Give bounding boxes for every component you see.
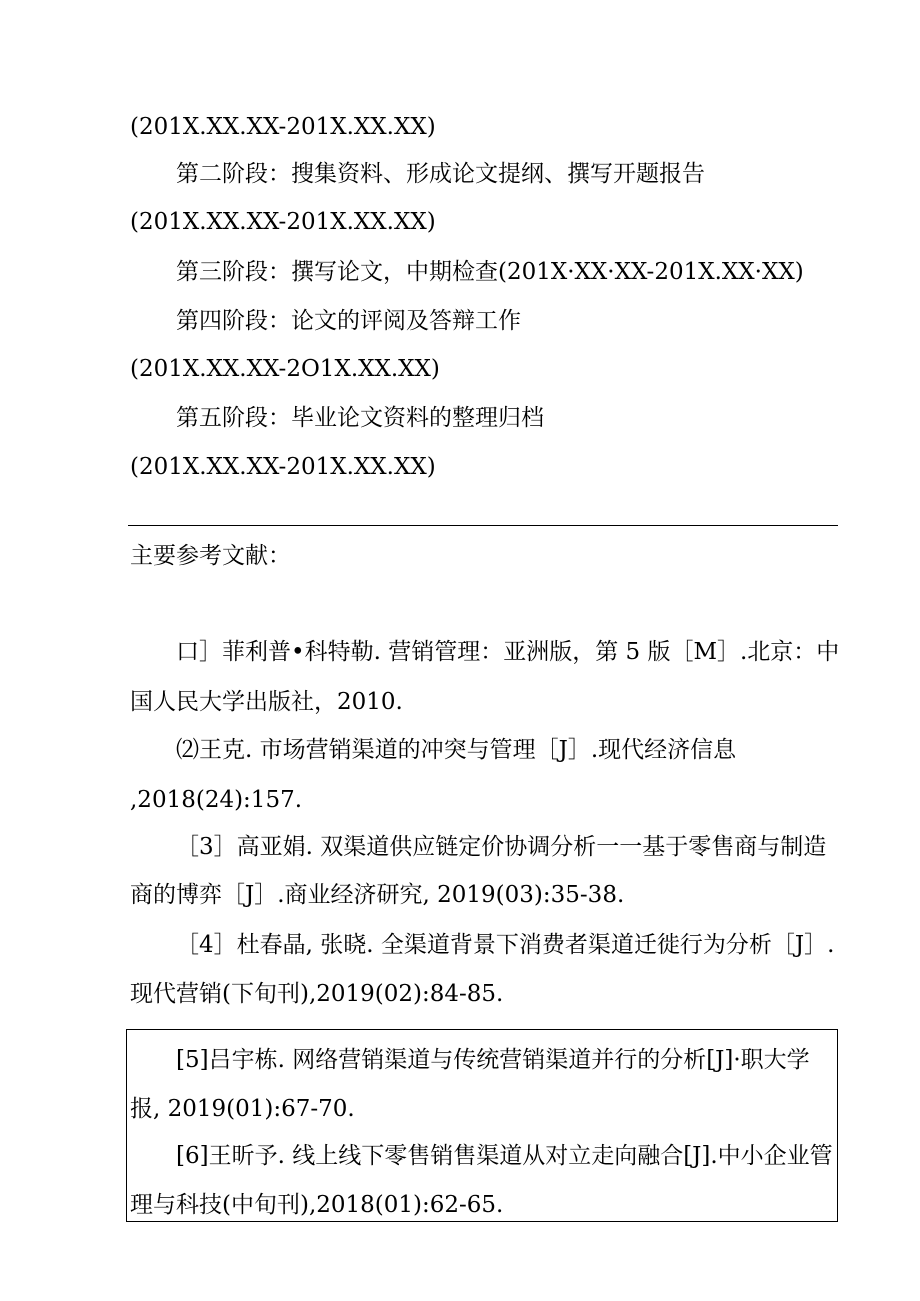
reference-6-line-2: 理与科技(中旬刊),2018(01):62-65. xyxy=(130,1192,504,1218)
reference-5-line-2: 报, 2019(01):67-70. xyxy=(130,1096,355,1122)
stage-5-date: (201X.XX.XX-201X.XX.XX) xyxy=(130,454,436,480)
reference-1-line-1: 口］菲利普•科特勒. 营销管理：亚洲版，第 5 版［M］.北京：中 xyxy=(176,639,840,665)
stage-2-text: 第二阶段：搜集资料、形成论文提纲、撰写开题报告 xyxy=(176,161,705,187)
reference-1-line-2: 国人民大学出版社，2010. xyxy=(130,689,403,715)
reference-6-line-1: [6]王昕予. 线上线下零售销售渠道从对立走向融合[J].中小企业管 xyxy=(176,1143,833,1169)
reference-3-line-2: 商的博弈［J］.商业经济研究, 2019(03):35-38. xyxy=(130,882,625,908)
stage-5-text: 第五阶段：毕业论文资料的整理归档 xyxy=(176,405,544,431)
section-divider xyxy=(128,525,838,526)
reference-4-line-1: ［4］杜春晶, 张晓. 全渠道背景下消费者渠道迁徙行为分析［J］. xyxy=(176,932,835,958)
stage-1-date: (201X.XX.XX-201X.XX.XX) xyxy=(130,114,436,140)
stage-2-date: (201X.XX.XX-201X.XX.XX) xyxy=(130,209,436,235)
references-heading: 主要参考文献： xyxy=(130,543,291,569)
reference-2-line-1: ⑵王克. 市场营销渠道的冲突与管理［J］.现代经济信息 xyxy=(176,737,737,763)
stage-3-text: 第三阶段：撰写论文，中期检查(201X·XX·XX-201X.XX·XX) xyxy=(176,259,804,285)
stage-4-text: 第四阶段：论文的评阅及答辩工作 xyxy=(176,308,521,334)
reference-5-line-1: [5]吕宇栋. 网络营销渠道与传统营销渠道并行的分析[J]·职大学 xyxy=(176,1047,810,1073)
stage-4-date: (201X.XX.XX-2O1X.XX.XX) xyxy=(130,356,440,382)
reference-2-line-2: ,2018(24):157. xyxy=(130,787,303,813)
reference-4-line-2: 现代营销(下旬刊),2019(02):84-85. xyxy=(130,981,504,1007)
reference-3-line-1: ［3］高亚娟. 双渠道供应链定价协调分析一一基于零售商与制造 xyxy=(176,834,827,860)
